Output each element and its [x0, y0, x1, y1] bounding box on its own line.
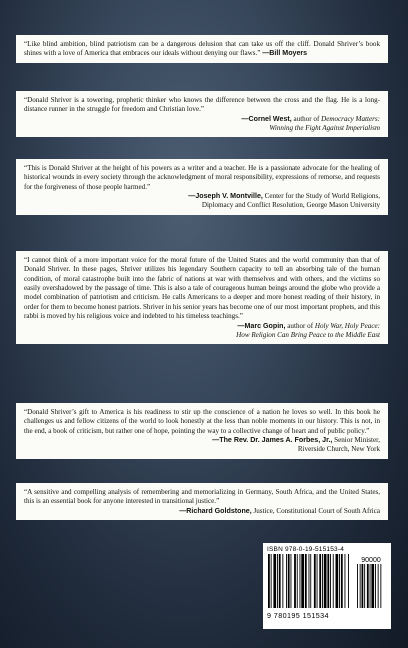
barcode-bar: [348, 554, 349, 608]
barcode-bar: [310, 554, 311, 608]
blurb-author: —Bill Moyers: [262, 49, 308, 58]
barcode-bar: [317, 554, 318, 608]
book-title: Holy War, Holy Peace:: [314, 321, 380, 330]
barcode-bar: [273, 554, 276, 608]
barcode-bar: [288, 554, 290, 608]
barcode-addon-bar: [362, 564, 364, 608]
isbn-digits: 9 780195 151534: [267, 611, 329, 620]
barcode-bar: [327, 554, 329, 608]
blurb-attribution: —Cornel West, author of Democracy Matters: Winning the Fight Against Imperialism: [24, 115, 380, 134]
barcode-bar: [345, 554, 346, 608]
barcode-addon-bar: [380, 564, 381, 608]
barcode-addon-digits: 90000: [361, 557, 381, 564]
barcode-bar: [314, 554, 316, 608]
blurb-attribution: —Joseph V. Montville, Center for the Study of World Religions, Diplomacy and Conflict Resolution, George Mason University: [188, 192, 380, 210]
barcode-addon-bar: [371, 564, 374, 608]
blurb-text: “Donald Shriver’s gift to America is his readiness to stir up the conscience of a nation he loves so well. In this book he challenges us and fellow citizens of the world to look honestly at the less than noble moments in our history. This is not, in the end, a book of criticism, but rather one of hope, pointing the way to a collective change of heart and of public policy.”: [24, 408, 380, 435]
blurb-author: —The Rev. Dr. James A. Forbes, Jr.,: [212, 436, 333, 445]
barcode-bar: [324, 554, 327, 608]
isbn-label: ISBN 978-0-19-515153-4: [267, 546, 345, 553]
isbn-barcode: [263, 543, 391, 629]
blurb-marc-gopin: [16, 251, 388, 344]
blurb-james-forbes: [16, 403, 388, 459]
barcode-addon-bar: [370, 564, 371, 608]
book-subtitle: How Religion Can Bring Peace to the Middle East: [236, 330, 380, 339]
blurb-richard-goldstone: [16, 483, 388, 520]
barcode-bar: [322, 554, 323, 608]
barcode-bar: [271, 554, 272, 608]
blurb-text: “Like blind ambition, blind patriotism can be a dangerous delusion that can take us off the cliff. Donald Shriver’s book shines with a love of America that embraces our ideals without denying our flaws.” —Bill Moyers: [24, 40, 380, 58]
barcode-bar: [279, 554, 281, 608]
blurb-author: —Richard Goldstone,: [179, 506, 252, 515]
barcode-bars: [267, 554, 387, 610]
blurb-author: —Marc Gopin,: [237, 321, 286, 330]
blurb-text: “This is Donald Shriver at the height of his powers as a writer and a teacher. He is a passionate advocate for the healing of historical wounds in every society through the acknowledgment of moral responsibility, expressions of remorse, and requests for the forgiveness of those people harmed.”: [24, 164, 380, 191]
barcode-bar: [333, 554, 334, 608]
barcode-addon-bar: [367, 564, 369, 608]
barcode-bar: [341, 554, 343, 608]
barcode-bar: [339, 554, 340, 608]
book-title: Democracy Matters:: [321, 114, 380, 123]
barcode-addon-bar: [360, 564, 361, 608]
book-subtitle: Winning the Fight Against Imperialism: [269, 124, 380, 133]
blurb-text: “Donald Shriver is a towering, prophetic thinker who knows the difference between the cross and the flag. He is a long-distance runner in the struggle for freedom and Christian love.”: [24, 96, 380, 114]
blurb-author: —Cornel West,: [241, 114, 292, 123]
blurb-bill-moyers: [16, 35, 388, 63]
barcode-addon-bar: [357, 564, 358, 608]
barcode-bar: [297, 554, 298, 608]
barcode-bar: [305, 554, 307, 608]
barcode-bar: [268, 554, 270, 608]
barcode-bar: [291, 554, 292, 608]
barcode-bar: [330, 554, 331, 608]
barcode-addon-bar: [375, 564, 376, 608]
blurb-cornel-west: [16, 91, 388, 137]
barcode-bar: [319, 554, 321, 608]
barcode-bar: [294, 554, 296, 608]
barcode-bar: [301, 554, 304, 608]
barcode-bar: [286, 554, 287, 608]
barcode-bar: [309, 554, 310, 608]
blurb-attribution: —Richard Goldstone, Justice, Constitutional Court of South Africa: [179, 506, 380, 515]
barcode-addon-bar: [364, 564, 365, 608]
blurb-attribution: —Marc Gopin, author of Holy War, Holy Peace: How Religion Can Bring Peace to the Middle East: [24, 322, 380, 341]
barcode-bar: [282, 554, 283, 608]
blurb-text: “A sensitive and compelling analysis of remembering and memorializing in Germany, South Africa, and the United States, this is an essential book for anyone interested in transitional justice.”: [24, 488, 380, 506]
blurb-text: “I cannot think of a more important voice for the moral future of the United States and the world community than that of Donald Shriver. In these pages, Shriver utilizes his legendary Southern capacity to tell an absorbing tale of the human condition, of moral catastrophe built into the fabric of nations at war with themselves and with others, and the victims so easily overshadowed by the passage of time. This is also a tale of courageous human beings around the globe who provide a model combination of patriotism and criticism. He calls Americans to a deeper and more honest reading of their history, in order for them to become honest patriots. Shriver in his senior years has become one of our most important prophets, and this rabbi is moved by his religious voice and indebted to his timeless teachings.”: [24, 256, 380, 321]
blurb-author: —Joseph V. Montville,: [188, 192, 263, 201]
barcode-bar: [336, 554, 339, 608]
blurb-joseph-montville: [16, 159, 388, 215]
barcode-bar: [300, 554, 301, 608]
barcode-addon-bar: [378, 564, 379, 608]
blurb-attribution: —The Rev. Dr. James A. Forbes, Jr., Senior Minister, Riverside Church, New York: [212, 436, 380, 454]
blurb-affiliation: Diplomacy and Conflict Resolution, George Mason University: [201, 201, 380, 210]
barcode-bar: [277, 554, 278, 608]
blurb-affiliation: Riverside Church, New York: [297, 445, 380, 454]
